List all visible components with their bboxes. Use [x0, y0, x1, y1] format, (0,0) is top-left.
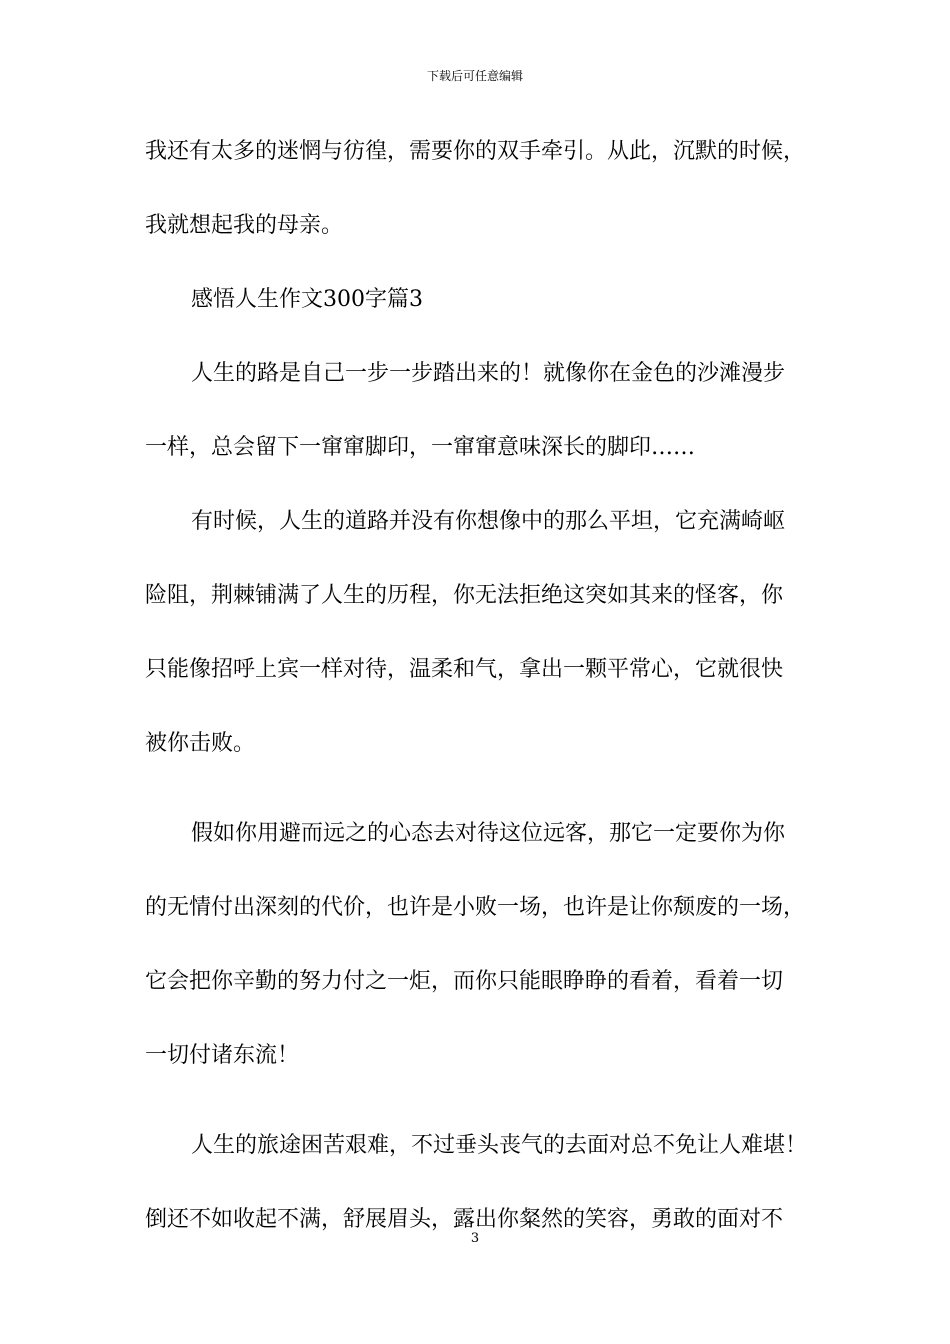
paragraph-4	[145, 808, 825, 1104]
section-heading: 感悟人生作文300字篇3	[191, 287, 423, 312]
paragraph-2	[145, 348, 825, 496]
paragraph-gap	[145, 792, 825, 808]
text-line: 倒还不如收起不满，舒展眉头，露出你粲然的笑容，勇敢的面对不	[145, 1207, 784, 1232]
page-header: 下载后可任意编辑	[426, 69, 523, 83]
text-line: 我就想起我的母亲。	[145, 213, 344, 238]
paragraph-1	[145, 126, 825, 274]
page-number: 3	[470, 1231, 480, 1246]
text-line: 人生的路是自己一步一步踏出来的！就像你在金色的沙滩漫步	[191, 361, 786, 386]
document-body	[145, 126, 825, 1268]
text-line: 被你击败。	[145, 731, 256, 756]
text-line: 险阻，荆棘铺满了人生的历程，你无法拒绝这突如其来的怪客，你	[145, 583, 784, 608]
text-line: 假如你用避而远之的心态去对待这位远客，那它一定要你为你	[191, 821, 786, 846]
paragraph-gap	[145, 1104, 825, 1120]
text-line: 我还有太多的迷惘与彷徨，需要你的双手牵引。从此，沉默的时候，	[145, 139, 806, 164]
text-line: 的无情付出深刻的代价，也许是小败一场，也许是让你颓废的一场，	[145, 895, 806, 920]
text-line: 只能像招呼上宾一样对待，温柔和气，拿出一颗平常心，它就很快	[145, 657, 784, 682]
paragraph-3	[145, 496, 825, 792]
text-line: 有时候，人生的道路并没有你想像中的那么平坦，它充满崎岖	[191, 509, 786, 534]
text-line: 它会把你辛勤的努力付之一炬，而你只能眼睁睁的看着，看着一切	[145, 969, 784, 994]
text-line: 一样，总会留下一窜窜脚印，一窜窜意味深长的脚印……	[145, 435, 696, 460]
text-line: 人生的旅途困苦艰难，不过垂头丧气的去面对总不免让人难堪！	[191, 1133, 808, 1158]
text-line: 一切付诸东流！	[145, 1043, 300, 1068]
